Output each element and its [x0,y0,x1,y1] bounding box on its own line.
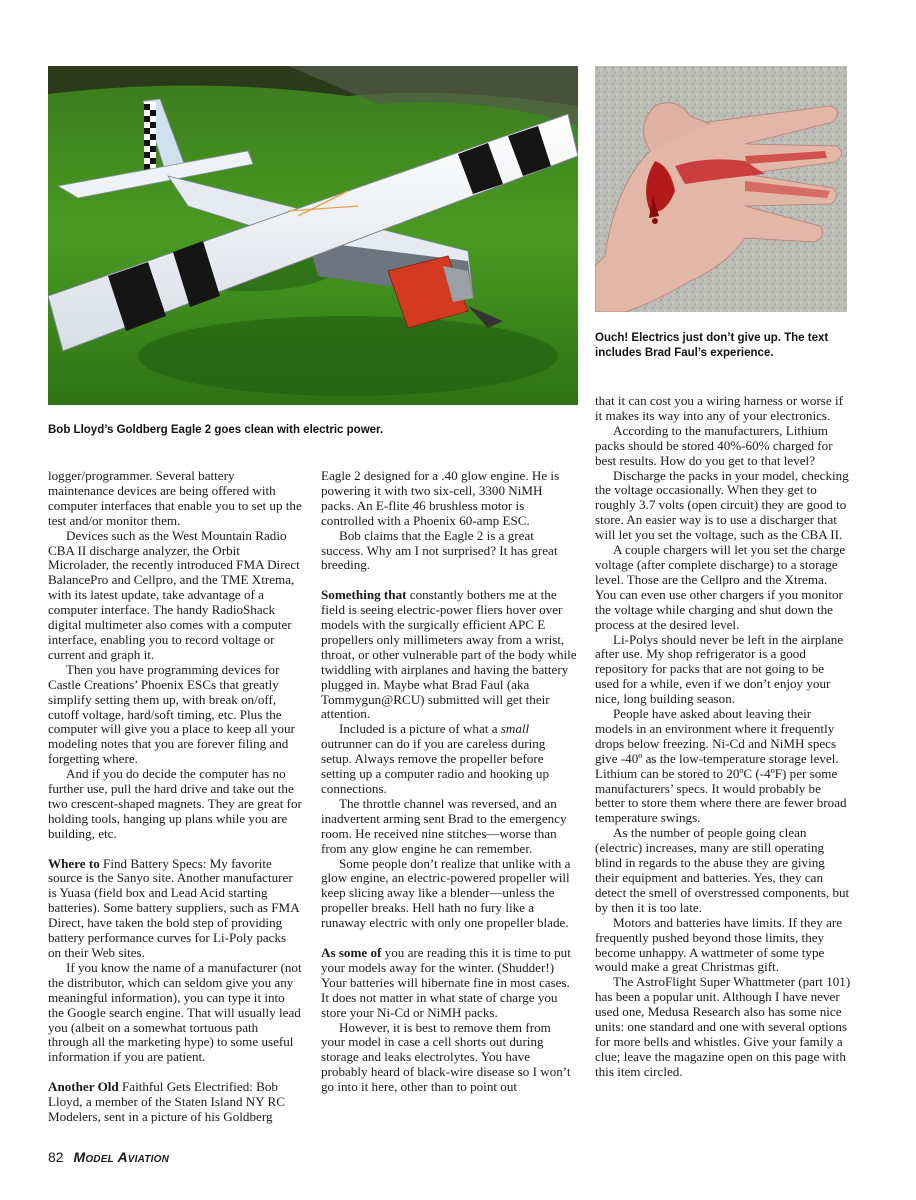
paragraph [321,722,577,797]
section-text: Find Battery Specs: My favorite source is the Sanyo site. Another manufacturer is Yuasa (field box and Lead Acid starting batteries). Some battery suppliers, such as FMA Direct, have taken the bold step of providing battery performance curves for Li-Poly packs on their Web sites. [48,855,299,960]
column-1 [48,469,302,1125]
hand-illustration [595,66,847,312]
paragraph: And if you do decide the computer has no further use, pull the hard drive and take out the two crescent-shaped magnets. They are great for holding tools, hanging up plans while you are building, etc. [48,766,302,841]
section-paragraph [48,1080,302,1125]
paragraph: Eagle 2 designed for a .40 glow engine. He is powering it with two six-cell, 3300 NiMH packs. An E-flite 46 brushless motor is controlled with a Phoenix 60-amp ESC. [321,468,560,528]
text-run: outrunner can do if you are careless during setup. Always remove the propeller before setting up a computer radio and hooking up connections. [321,736,550,797]
airplane-illustration [48,66,578,405]
paragraph: According to the manufacturers, Lithium packs should be stored 40%-60% charged for best results. How do you get to that level? [595,422,833,468]
paragraph: A couple chargers will let you set the charge voltage (after complete discharge) to a storage level. Those are the Cellpro and the Xtrema. You can even use other chargers if you monitor the voltage while charging and shut down the process at the desired level. [595,542,846,632]
text-run: Included is a picture of what a [339,721,498,737]
paragraph: However, it is best to remove them from your model in case a cell shorts out during storage and leaks electrolytes. You have probably heard of black-wire disease so I won’t go into it here, other than to point out [321,1019,571,1095]
section-text: Faithful Gets Electrified: Bob Lloyd, a member of the Staten Island NY RC Modelers, sent in a picture of his Goldberg [48,1079,285,1124]
section-lead: Something that [321,587,407,603]
emphasis: small [500,721,530,737]
paragraph: The AstroFlight Super Whattmeter (part 101) has been a popular unit. Although I have never used one, Medusa Research also has some nice units: one standard and one with several options for more bells and whistles. Give your family a clue; leave the magazine open on this page with this item circled. [595,974,851,1079]
section-paragraph [321,946,577,1021]
magazine-name: Model Aviation [73,1149,170,1165]
paragraph: Then you have programming devices for Castle Creations’ Phoenix ESCs that greatly simplify setting them up, with break on/off, cutoff voltage, hard/soft timing, etc. Plus the computer will give you a place to keep all your modeling notes that you are forever filing and forgetting where. [48,661,295,767]
section-lead: As some of [321,944,382,960]
section-paragraph [321,588,577,722]
paragraph: Discharge the packs in your model, checking the voltage occasionally. When they get to roughly 3.7 volts (open circuit) they are good to store. An easier way is to use a discharger that will let you set the voltage, such as the CBA II. [595,467,849,543]
paragraph: Li-Polys should never be left in the airplane after use. My shop refrigerator is a good repository for packs that are not going to be used for a while, even if we don’t enjoy your nice, long building season. [595,631,844,707]
section-lead: Another Old [48,1079,119,1095]
paragraph: Devices such as the West Mountain Radio CBA II discharge analyzer, the Orbit Microlader, the recently introduced FMA Direct BalancePro and Cellpro, and the TME Xtrema, with its latest update, take advantage of a computer interface. The handy RadioShack digital multimeter also comes with a computer interface, enabling you to record voltage or current and graph it. [48,527,300,662]
paragraph: Some people don’t realize that unlike with a glow engine, an electric-powered propeller will keep slicing away like a blender—unless the propeller breaks. Hell hath no fury like a runaway electric with only one propeller blade. [321,855,571,931]
hand-photo [595,66,847,312]
page-number: 82 [48,1149,64,1165]
column-2 [321,469,577,1095]
section-lead: Where to [48,855,100,871]
paragraph: As the number of people going clean (electric) increases, many are still operating blind in regards to the abuse they are giving their equipment and batteries. Yes, they can detect the smell of overstressed components, but by then it is too late. [595,825,850,915]
airplane-caption: Bob Lloyd’s Goldberg Eagle 2 goes clean with electric power. [48,424,384,436]
section-text: you are reading this it is time to put your models away for the winter. (Shudder!) Your batteries will hibernate fine in most cases. It does not matter in what state of charge you store your Ni-Cd or NiMH packs. [321,944,571,1020]
paragraph: that it can cost you a wiring harness or worse if it makes its way into any of your electronics. [595,393,843,423]
paragraph: Bob claims that the Eagle 2 is a great success. Why am I not surprised? It has great breeding. [321,527,558,573]
paragraph: logger/programmer. Several battery maintenance devices are being offered with computer interfaces that enable you to set up the test and/or monitor them. [48,468,302,528]
paragraph: If you know the name of a manufacturer (not the distributor, which can seldom give you any meaningful information), you can type it into the Google search engine. That will usually lead you (albeit on a somewhat tortuous path through all the marketing hype) to some useful information if you are patient. [48,959,302,1065]
paragraph: Motors and batteries have limits. If they are frequently pushed beyond those limits, they become unhappy. A wattmeter of some type would make a great Christmas gift. [595,914,843,975]
hand-caption: Ouch! Electrics just don’t give up. The text includes Brad Faul’s experience. [595,332,829,359]
paragraph: People have asked about leaving their models in an environment where it frequently drops below freezing. Ni-Cd and NiMH specs give -40º as the low-temperature storage level. Lithium can be stored to 20ºC (-4ºF) per some manufacturers’ specs. It would probably be better to store them where there are fewer broad temperature swings. [595,706,847,826]
page-footer [48,1149,169,1165]
airplane-photo [48,66,578,405]
section-paragraph [48,857,302,961]
paragraph: The throttle channel was reversed, and an inadvertent arming sent Brad to the emergency room. He received nine stitches—worse than from any glow engine he can remember. [321,795,567,856]
section-text: constantly bothers me at the field is seeing electric-power fliers hover over models with the surgically efficient APC E propellers only millimeters away from a wrist, throat, or other vulnerable part of the body while twiddling with airplanes and having the battery plugged in. Maybe what Brad Faul (aka Tommygun@RCU) submitted will get their attention. [321,587,577,722]
column-3 [595,394,851,1080]
